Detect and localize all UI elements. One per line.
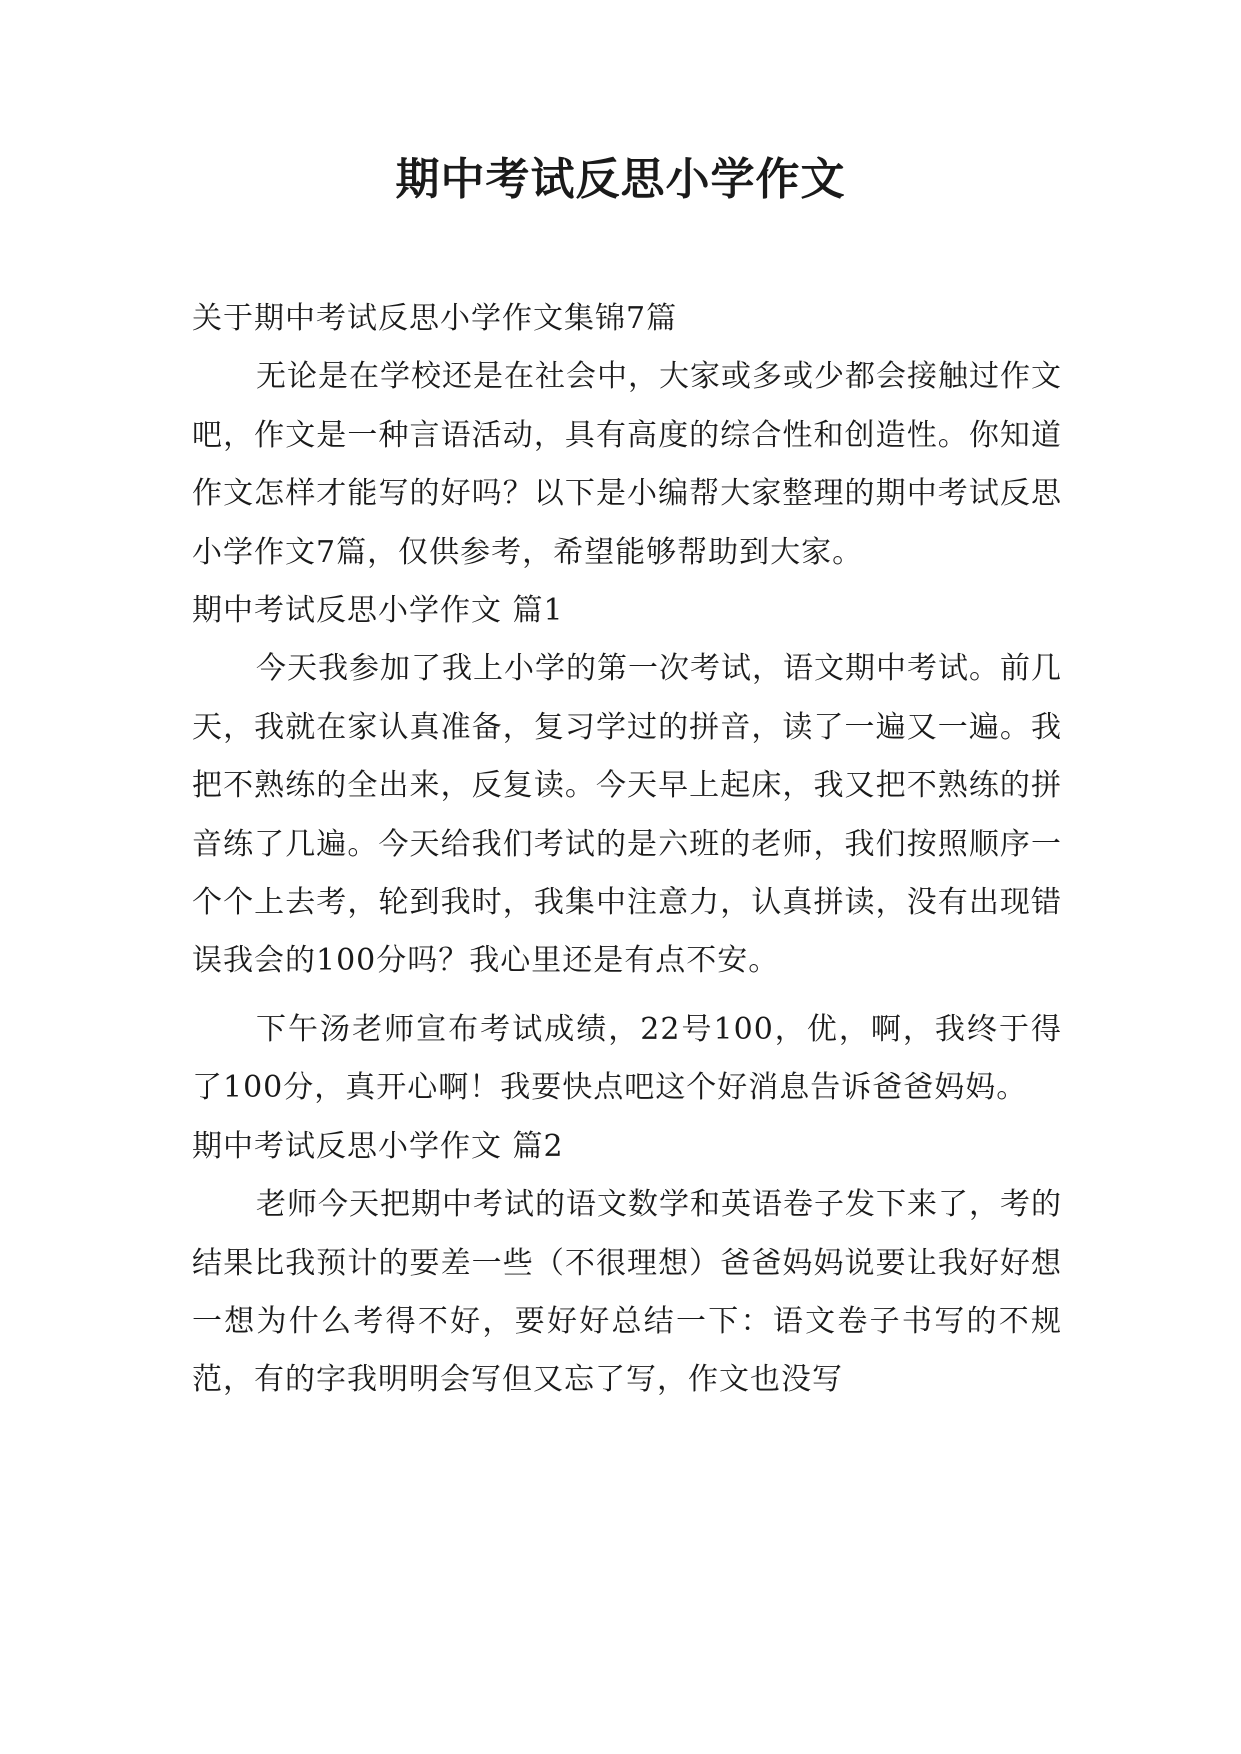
document-subtitle: 关于期中考试反思小学作文集锦7篇 (192, 301, 678, 336)
body-paragraph: 下午汤老师宣布考试成绩，22号100，优，啊，我终于得了100分，真开心啊！我要快点吧这个好消息告诉爸爸妈妈。 (192, 1011, 1062, 1106)
document-body (192, 290, 1062, 1410)
intro-paragraph: 无论是在学校还是在社会中，大家或多或少都会接触过作文吧，作文是一种言语活动，具有高度的综合性和创造性。你知道作文怎样才能写的好吗？以下是小编帮大家整理的期中考试反思小学作文7篇，仅供参考，希望能够帮助到大家。 (192, 359, 1062, 570)
body-paragraph: 今天我参加了我上小学的第一次考试，语文期中考试。前几天，我就在家认真准备，复习学过的拼音，读了一遍又一遍。我把不熟练的全出来，反复读。今天早上起床，我又把不熟练的拼音练了几遍。今天给我们考试的是六班的老师，我们按照顺序一个个上去考，轮到我时，我集中注意力，认真拼读，没有出现错误我会的100分吗？我心里还是有点不安。 (192, 651, 1062, 979)
document-title: 期中考试反思小学作文 (395, 154, 846, 205)
body-paragraph: 老师今天把期中考试的语文数学和英语卷子发下来了，考的结果比我预计的要差一些（不很理想）爸爸妈妈说要让我好好想一想为什么考得不好，要好好总结一下：语文卷子书写的不规范，有的字我明明会写但又忘了写，作文也没写 (192, 1187, 1062, 1398)
section-heading: 期中考试反思小学作文 篇2 (192, 1128, 564, 1164)
section-heading: 期中考试反思小学作文 篇1 (192, 593, 564, 629)
